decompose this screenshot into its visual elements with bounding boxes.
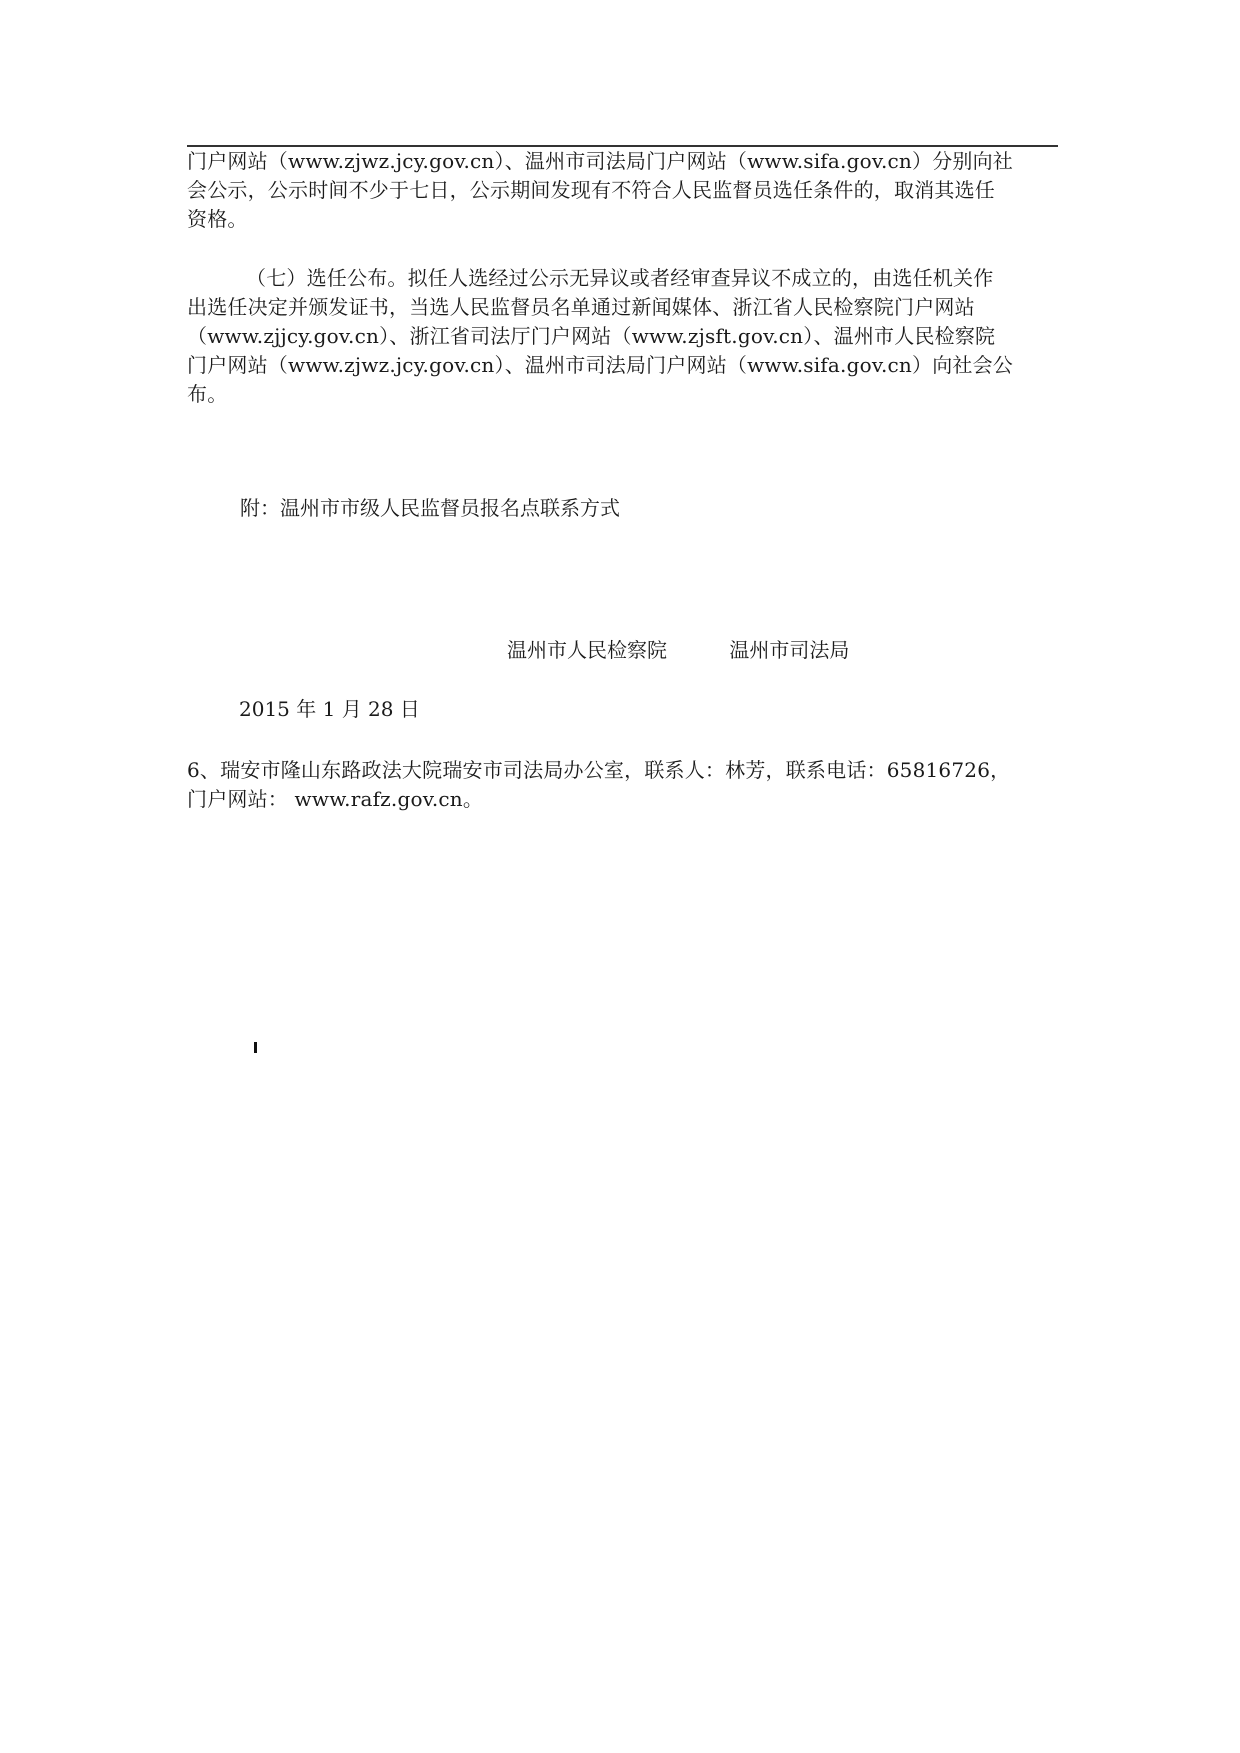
document-date: 2015 年 1 月 28 日 [239, 697, 420, 721]
paragraph-line: 门户网站（www.zjwz.jcy.gov.cn）、温州市司法局门户网站（www.sifa.gov.cn）分别向社 [187, 149, 1013, 173]
paragraph-line: 资格。 [187, 207, 248, 231]
paragraph-line: 布。 [187, 382, 228, 406]
paragraph-line: 6、瑞安市隆山东路政法大院瑞安市司法局办公室，联系人：林芳，联系电话：65816726， [187, 758, 1011, 782]
attachment-note: 附：温州市市级人民监督员报名点联系方式 [240, 496, 620, 520]
paragraph-line: 会公示，公示时间不少于七日，公示期间发现有不符合人民监督员选任条件的，取消其选任 [187, 178, 995, 202]
signature-org-procuratorate: 温州市人民检察院 [507, 638, 667, 662]
signature-org-justice-bureau: 温州市司法局 [729, 638, 850, 662]
paragraph-line: （www.zjjcy.gov.cn）、浙江省司法厅门户网站（www.zjsft.gov.cn）、温州市人民检察院 [187, 324, 996, 348]
paragraph-line: （七）选任公布。拟任人选经过公示无异议或者经审查异议不成立的，由选任机关作 [246, 266, 994, 290]
paragraph-publicity [187, 147, 1058, 234]
stray-mark [254, 1042, 257, 1053]
signature-block [507, 636, 849, 665]
paragraph-announcement [187, 264, 1058, 409]
paragraph-line: 门户网站（www.zjwz.jcy.gov.cn）、温州市司法局门户网站（www.sifa.gov.cn）向社会公 [187, 353, 1013, 377]
paragraph-line: 门户网站： www.rafz.gov.cn。 [187, 787, 484, 811]
paragraph-line: 出选任决定并颁发证书，当选人民监督员名单通过新闻媒体、浙江省人民检察院门户网站 [187, 295, 975, 319]
contact-entry [187, 756, 1058, 814]
